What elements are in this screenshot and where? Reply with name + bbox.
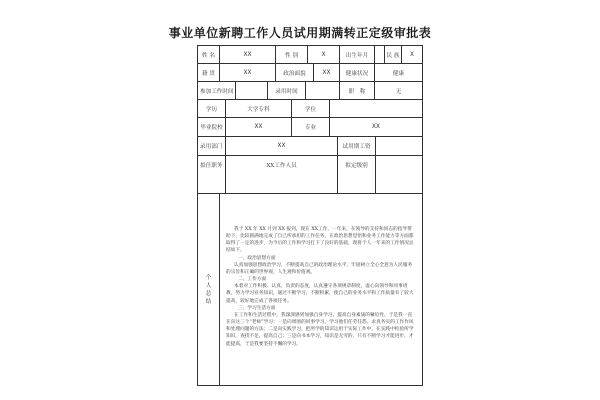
- probation-salary-label: 试用期工资: [338, 137, 376, 155]
- row-school: [198, 118, 422, 137]
- summary-paragraph: 认真加强思想政治学习，不断提高自己的政治理论水平，牢固树立全心全意为人民服务的宗旨和正确的世界观、人生观和价值观。: [226, 262, 413, 275]
- work-start-label: 参加工作时间: [198, 82, 236, 99]
- health-label: 健康状况: [340, 64, 375, 81]
- row-department: [198, 137, 422, 156]
- political-status-value: XX: [314, 64, 340, 81]
- probation-salary-value: [376, 137, 422, 155]
- title-value: 无: [395, 88, 402, 95]
- approval-form-table: [197, 45, 423, 386]
- row-basic-info: [198, 46, 422, 64]
- summary-label-char: 结: [205, 298, 212, 305]
- ethnicity-value: X: [410, 51, 414, 58]
- name-label: 姓 名: [198, 46, 220, 63]
- summary-paragraph: 在工作和生活过程中，我深深感到加强自身学习、提高自身素质的紧迫性，于是我一直在向这三个“老师”学习：一是向周围的同事学习，学习他们任劳任怨、求真务实的工作作风和处理问题的方法；二是向实践学习，把所学的知识运用于实际工作中，在实践中检验所学知识，查找不足，提高自己；三是向书本学习，知识是无穷的，只有不断学习才能进步，才能提高，于是我要坚持不懈的学习。: [226, 312, 414, 347]
- birth-date-label: 出生年月: [340, 46, 375, 63]
- degree-label: 学位: [292, 100, 330, 117]
- health-value: 健康: [392, 70, 405, 77]
- gender-label: 性 别: [276, 46, 308, 63]
- personal-summary-text: [220, 194, 422, 385]
- row-education: [198, 100, 422, 118]
- hire-date-label: 录用时间: [268, 82, 306, 99]
- degree-value: [330, 100, 422, 117]
- proposed-position-value: XX工作人员: [226, 156, 338, 193]
- major-value: XX: [372, 124, 380, 130]
- document-title: 事业单位新聘工作人员试用期满转正定级审批表: [168, 26, 432, 40]
- summary-heading: 二、工作方面: [238, 277, 267, 283]
- proposed-position-label: 拟任职务: [198, 156, 226, 193]
- ethnicity-label: 民 族: [385, 46, 402, 63]
- hiring-department-value: XX: [226, 137, 338, 155]
- summary-label-char: 总: [205, 290, 212, 297]
- summary-label-char: 个: [205, 274, 212, 281]
- hire-date-value: [306, 82, 340, 99]
- graduate-school-label: 毕业院校: [198, 118, 226, 136]
- major-label: 专业: [292, 118, 330, 136]
- proposed-grade-label: 拟定级别: [338, 156, 376, 193]
- summary-paragraph: 本着对工作积极、认真、负责的态度，认真遵守各项规章制度，虚心向领导和同事请教，努力学习业务知识，通过不断学习，不断积累，使自己的业务水平和工作质量有了较大提高，较好地完成了各项任务。: [226, 284, 414, 304]
- row-origin-politics: [198, 64, 422, 82]
- native-place-value: XX: [220, 64, 276, 81]
- summary-heading: 一、政治思想方面: [238, 255, 276, 261]
- gender-value: X: [308, 46, 340, 63]
- native-place-label: 籍 贯: [198, 64, 220, 81]
- graduate-school-value: XX: [226, 118, 292, 136]
- political-status-label: 政治面貌: [276, 64, 314, 81]
- row-work-dates: [198, 82, 422, 100]
- personal-summary-label: [198, 194, 220, 385]
- name-value: XX: [220, 46, 276, 63]
- summary-heading: 三、学习生活方面: [238, 305, 276, 311]
- summary-paragraph: 我于 XX 年 XX 月到 XX 报到，现在 XX工作，一年来，在领导的支持和同志的指导帮助下，比较圆满地完成了自己所承担的工作任务，在政治思想觉悟和业务工作能力等方面都取得了一定的进步，为今后的工作和学习打下了良好的基础，现将个人一年来的工作情况总结如下。: [226, 227, 414, 254]
- education-value: 大学专科: [226, 100, 292, 117]
- education-label: 学历: [198, 100, 226, 117]
- hiring-department-label: 录用部门: [198, 137, 226, 155]
- row-position: [198, 156, 422, 194]
- proposed-grade-value: [376, 156, 422, 193]
- summary-label-char: 人: [205, 282, 212, 289]
- birth-date-value: [375, 46, 385, 63]
- work-start-value: [236, 82, 268, 99]
- title-label: 职 称: [340, 82, 375, 99]
